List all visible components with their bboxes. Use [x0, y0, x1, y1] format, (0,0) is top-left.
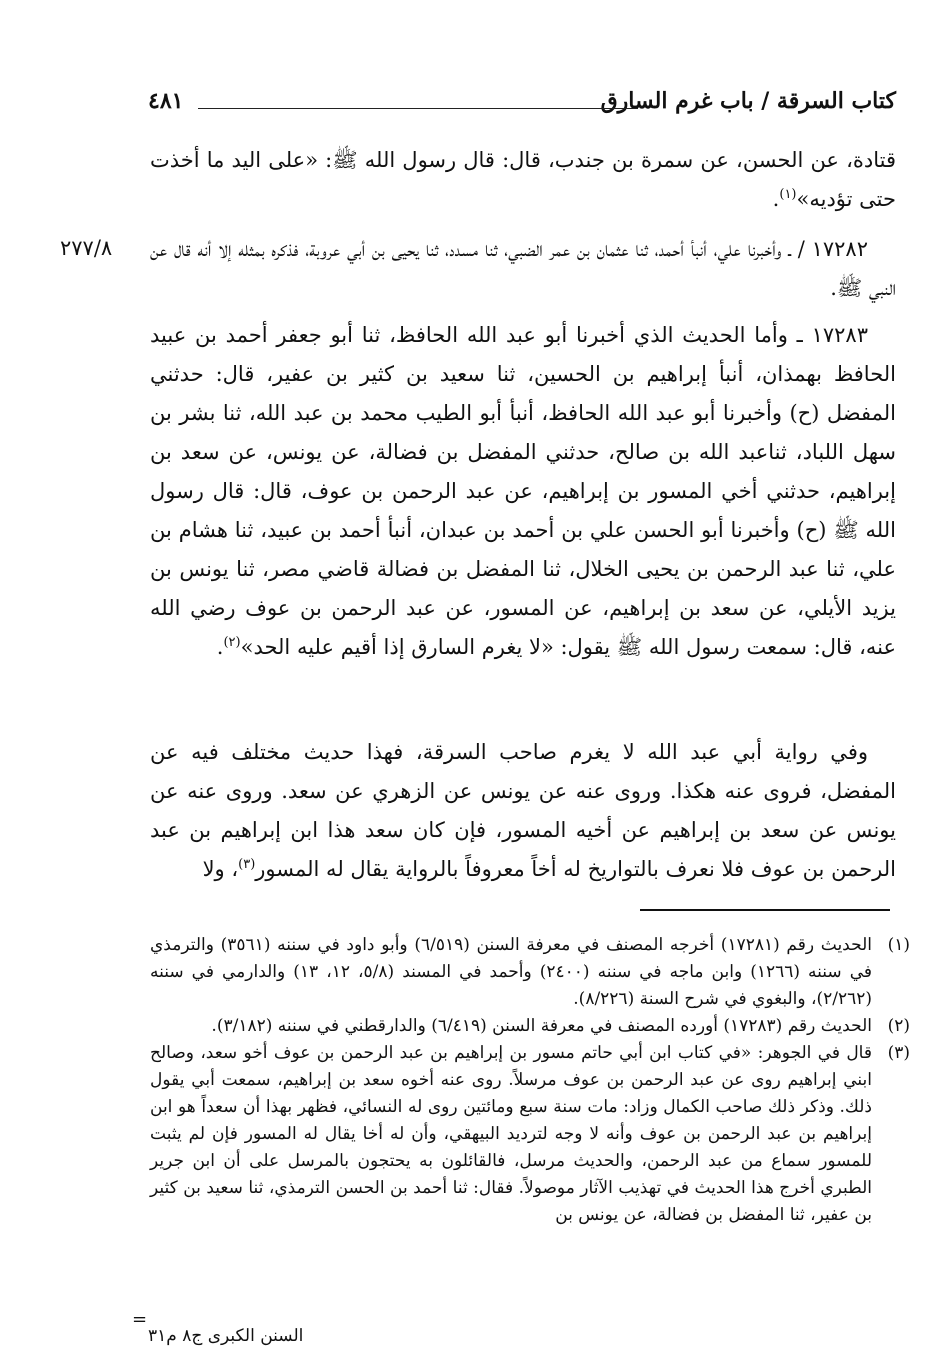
footnote-2 — [150, 1013, 910, 1040]
commentary-text: وفي رواية أبي عبد الله لا يغرم صاحب السرقة، فهذا حديث مختلف فيه عن المفضل، فروى عنه هكذا. وروى عنه عن يونس عن الزهري عن سعد. وروى عنه عن يونس عن سعد بن إبراهيم عن أخيه المسور، فإن كان سعد هذا ابن إبراهيم بن عبد الرحمن بن عوف فلا نعرف بالتواريخ له أخاً معروفاً بالرواية يقال له المسور — [150, 740, 896, 881]
hadith-17283-text: ١٧٢٨٣ ـ وأما الحديث الذي أخبرنا أبو عبد الله الحافظ، ثنا أبو جعفر أحمد بن عبيد الحافظ بهمذان، أنبأ إبراهيم بن الحسين، ثنا سعيد بن كثير بن عفير، قال: حدثني المفضل (ح) وأخبرنا أبو عبد الله الحافظ، أنبأ أبو الطيب محمد بن عبد الله، ثنا بشر بن سهل اللباد، ثناعبد الله بن صالح، حدثني المفضل بن فضالة، عن يونس، عن سعد بن إبراهيم، حدثني أخي المسور بن إبراهيم، عن عبد الرحمن بن عوف، قال: قال رسول الله ﷺ (ح) وأخبرنا أبو الحسن علي بن أحمد بن عبدان، أنبأ أحمد بن عبيد، ثنا هشام بن علي، ثنا عبد الرحمن بن يحيى الخلال، ثنا المفضل بن فضالة قاضي مصر، ثنا يونس بن يزيد الأيلي، عن سعد بن إبراهيم، عن المسور، عن عبد الرحمن بن عوف رضي الله عنه، قال: سمعت رسول الله ﷺ يقول: «لا يغرم السارق إذا أقيم عليه الحد» — [150, 323, 896, 659]
page-number: ٤٨١ — [148, 88, 184, 114]
commentary-tail: ، ولا — [202, 857, 239, 881]
header-title: كتاب السرقة / باب غرم السارق — [600, 88, 896, 114]
footnote-separator — [640, 909, 890, 911]
footnotes — [150, 932, 910, 1229]
continuation-mark: = — [132, 1309, 148, 1330]
hadith-17282 — [150, 230, 896, 308]
footnote-ref-2: (٢) — [223, 635, 241, 650]
intro-text: قتادة، عن الحسن، عن سمرة بن جندب، قال: قال رسول الله ﷺ: «على اليد ما أخذت حتى تؤديه» — [150, 148, 896, 211]
commentary-paragraph — [150, 733, 896, 889]
hadith-17283: ١٧٢٨٣ ـ وأما الحديث الذي أخبرنا أبو عبد الله الحافظ، ثنا أبو جعفر أحمد بن عبيد الحافظ بهمذان، أنبأ إبراهيم بن الحسين، ثنا سعيد بن كثير بن عفير، قال: حدثني المفضل (ح) وأخبرنا أبو عبد الله الحافظ، أنبأ أبو الطيب محمد بن عبد الله، ثنا بشر بن سهل اللباد، ثناعبد الله بن صالح، حدثني المفضل بن فضالة، عن يونس، عن سعد بن إبراهيم، حدثني أخي المسور بن إبراهيم، عن عبد الرحمن بن عوف، قال: قال رسول الله ﷺ (ح) وأخبرنا أبو الحسن علي بن أحمد بن عبدان، أنبأ أحمد بن عبيد، ثنا هشام بن علي، ثنا عبد الرحمن بن يحيى الخلال، ثنا المفضل بن فضالة قاضي مصر، ثنا يونس بن يزيد الأيلي، عن سعد بن إبراهيم، عن المسور، عن عبد الرحمن بن عوف رضي الله عنه، قال: سمعت رسول الله ﷺ يقول: «لا يغرم السارق إذا أقيم عليه الحد»$^{(٢)}$. — [150, 323, 896, 659]
footnote-ref-3: (٣) — [238, 857, 256, 872]
footnote-number: (١) — [887, 935, 910, 955]
printer-signature: السنن الكبرى ج٨ م٣١ — [148, 1326, 304, 1346]
footnote-text: الحديث رقم (١٧٢٨١) أخرجه المصنف في معرفة السنن (٦/٥١٩) وأبو داود في سننه (٣٥٦١) والترمذي في سننه (١٢٦٦) وابن ماجه في سننه (٢٤٠٠) وأحمد في المسند (٥/٨، ١٢، ١٣) والدارمي في سننه (٢/٢٦٢)، والبغوي في شرح السنة (٨/٢٢٦). — [150, 935, 872, 1009]
footnote-3 — [150, 1040, 910, 1229]
footnote-ref-1: (١) — [779, 187, 797, 202]
footnote-1 — [150, 932, 910, 1013]
margin-reference: ٢٧٧/٨ — [60, 236, 113, 260]
footnote-number: (٣) — [887, 1043, 910, 1063]
header-rule — [198, 108, 638, 109]
footnote-text: الحديث رقم (١٧٢٨٣) أورده المصنف في معرفة السنن (٦/٤١٩) والدارقطني في سننه (٣/١٨٢). — [211, 1016, 872, 1036]
hadith-17282-text: ١٧٢٨٢ / ـ وأخبرنا علي، أنبأ أحمد، ثنا عثمان بن عمر الضبي، ثنا مسدد، ثنا يحيى بن أبي عروبة، فذكره بمثله إلا أنه قال عن النبي ﷺ. — [150, 237, 896, 300]
footnote-number: (٢) — [887, 1016, 910, 1036]
footnote-text: قال في الجوهر: «في كتاب ابن أبي حاتم مسور بن إبراهيم بن عبد الرحمن بن عوف أخو سعد، وصالح ابني إبراهيم روى عن عبد الرحمن بن عوف مرسلاً. روى عنه أخوه سعد بن إبراهيم، سمعت أبي يقول ذلك. وذكر ذلك صاحب الكمال وزاد: مات سنة سبع ومائتين روى له النسائي، فظهر بهذا أن سعداً هو ابن إبراهيم بن عبد الرحمن بن عوف وأنه لا وجه لترديد البيهقي، وأن له أخا يقال له المسور فإن لم يثبت للمسور سماع من عبد الرحمن، والحديث مرسل، فالقائلون به يحتجون بالمرسل على أن ابن جرير الطبري أخرج هذا الحديث في تهذيب الآثار موصولاً. فقال: ثنا أحمد بن الحسن الترمذي، ثنا سعيد بن كثير بن عفير، ثنا المفضل بن فضالة، عن يونس بن — [150, 1043, 872, 1225]
running-header — [148, 88, 896, 124]
intro-paragraph: قتادة، عن الحسن، عن سمرة بن جندب، قال: قال رسول الله ﷺ: «على اليد ما أخذت حتى تؤديه»$^{(١)}$. — [150, 148, 896, 211]
